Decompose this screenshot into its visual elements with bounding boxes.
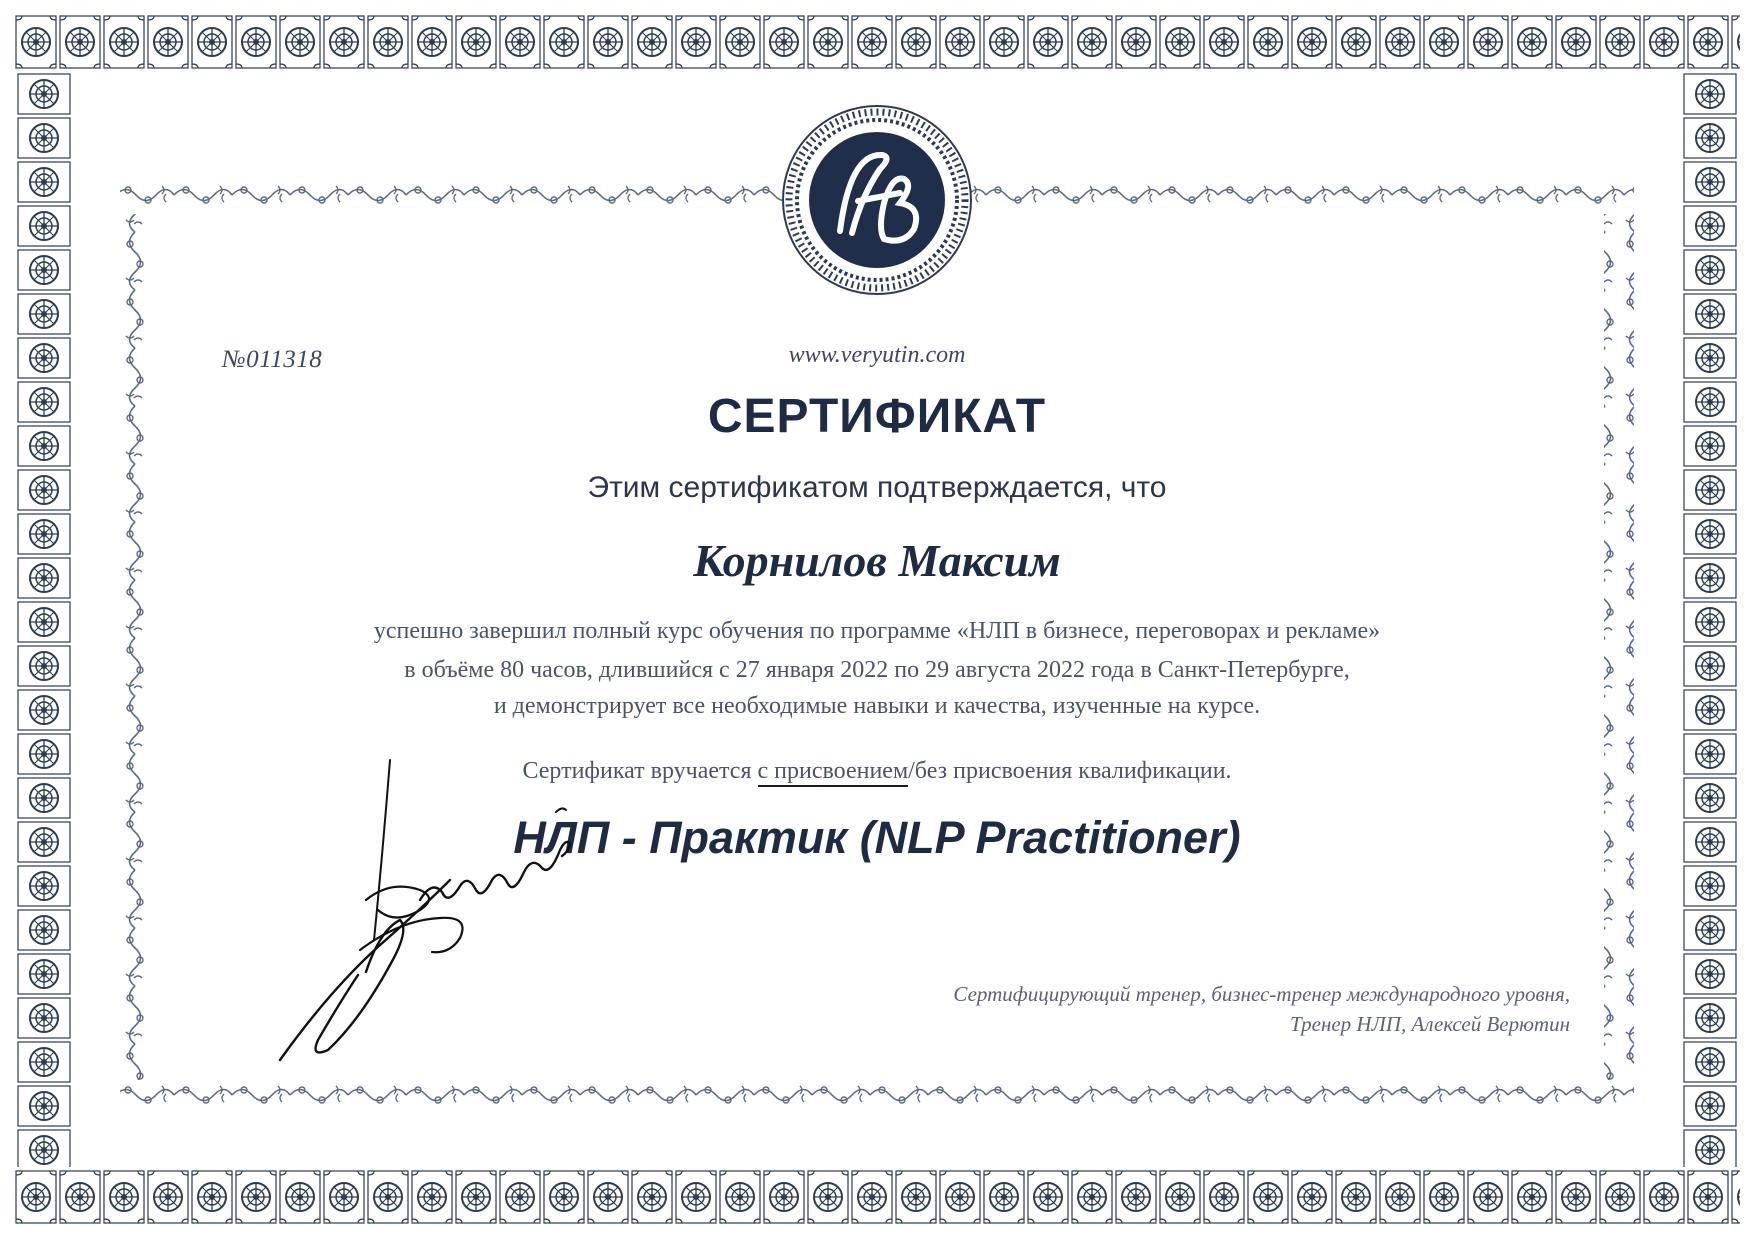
body-text-line: успешно завершил полный курс обучения по программе «НЛП в бизнесе, переговорах и рекламе» — [373, 618, 1381, 644]
trainer-name: Тренер НЛП, Алексей Верютин — [1289, 1012, 1570, 1036]
award-suffix: /без присвоения квалификации. — [908, 758, 1232, 784]
body-text-line: и демонстрирует все необходимые навыки и качества, изученные на курсе. — [493, 693, 1261, 719]
qualification-title: НЛП - Практик (NLP Practitioner) — [513, 812, 1241, 863]
body-text-line: в объёме 80 часов, длившийся с 27 января 2022 по 29 августа 2022 года в Санкт-Петербурге, — [404, 657, 1350, 683]
award-with-qualification: с присвоением — [758, 758, 909, 787]
recipient-name: Корнилов Максим — [693, 535, 1061, 586]
award-statement — [0, 758, 1754, 785]
monogram-logo — [780, 103, 974, 297]
trainer-credentials: Сертифицирующий тренер, бизнес-тренер международного уровня, — [953, 982, 1570, 1006]
certificate-subtitle: Этим сертификатом подтверждается, что — [587, 471, 1167, 504]
signature — [270, 740, 590, 1080]
certificate-number: №011318 — [222, 346, 323, 373]
award-prefix: Сертификат вручается — [522, 758, 758, 784]
website-url: www.veryutin.com — [788, 342, 966, 368]
certificate-title: СЕРТИФИКАТ — [707, 390, 1047, 443]
